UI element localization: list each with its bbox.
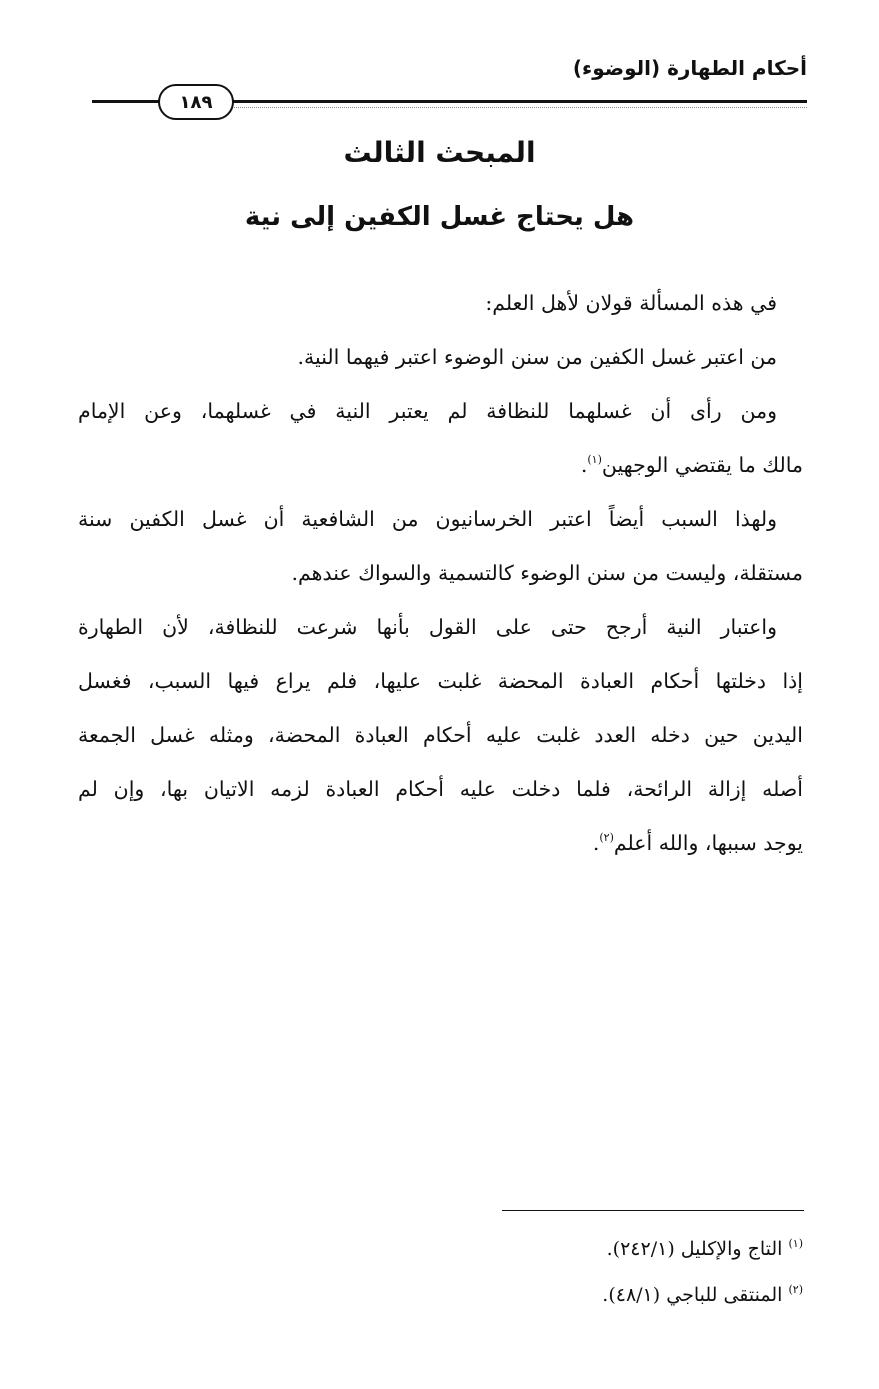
body-line: ومن رأى أن غسلهما للنظافة لم يعتبر النية في غسلهما، وعن الإمام [78,399,777,423]
body-line: أصله إزالة الرائحة، فلما دخلت عليه أحكام العبادة لزمه الاتيان بها، وإن لم [78,777,803,801]
section-heading: المبحث الثالث [343,136,536,169]
footnote-text: التاج والإكليل (٢٤٢/١). [606,1238,783,1260]
footnote [383,1226,803,1272]
page-number: ١٨٩ [158,84,234,120]
body-line: واعتبار النية أرجح حتى على القول بأنها شرعت للنظافة، لأن الطهارة [78,615,777,639]
footnote-marker: (٢) [788,1283,803,1296]
question-heading: هل يحتاج غسل الكفين إلى نية [244,202,635,232]
footnote-ref: (٢) [599,831,614,844]
running-title: أحكام الطهارة (الوضوء) [572,56,807,80]
header-ornament-rule [230,107,807,108]
footnote-ref: (١) [587,453,602,466]
body-line: يوجد سببها، والله أعلم$^{(٢)}$. [592,831,803,855]
footnote-marker: (١) [788,1237,803,1250]
body-line: في هذه المسألة قولان لأهل العلم: [485,291,777,315]
body-line: مستقلة، وليست من سنن الوضوء كالتسمية والسواك عندهم. [291,561,803,585]
body-line: من اعتبر غسل الكفين من سنن الوضوء اعتبر فيهما النية. [297,345,777,369]
body-line: مالك ما يقتضي الوجهين$^{(١)}$. [580,453,803,477]
body-line: اليدين حين دخله العدد غلبت عليه أحكام العبادة المحضة، ومثله غسل الجمعة [78,723,803,747]
body-line: ولهذا السبب أيضاً اعتبر الخرسانيون من الشافعية أن غسل الكفين سنة [78,507,777,531]
body-line: إذا دخلتها أحكام العبادة المحضة غلبت عليها، فلم يراع فيها السبب، فغسل [78,669,803,693]
footnote-text: المنتقى للباجي (٤٨/١). [602,1284,783,1306]
body-text [78,276,803,870]
footnote-separator [502,1210,804,1211]
footnote [383,1272,803,1318]
footnotes [383,1226,803,1318]
